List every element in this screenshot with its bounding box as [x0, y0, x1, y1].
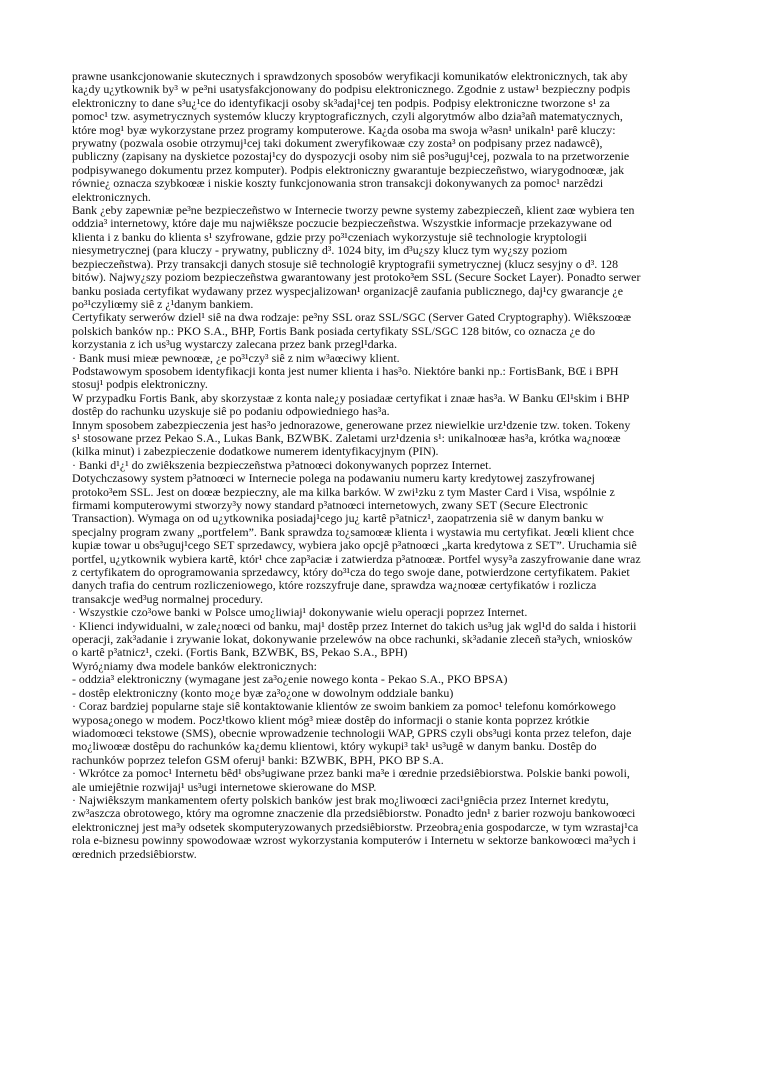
- bullet-individual-clients: · Klienci indywidualni, w zale¿noœci od banku, maj¹ dostêp przez Internet do takich us³ug jak wgl¹d do salda i historii operacji, zak³adanie i zrywanie lokat, dokonywanie przelewów na obce rachunki, sk³adanie zleceñ sta³ych, wniosków o kartê p³atnicz¹, czeki. (Fortis Bank, BZWBK, BS, Pekao S.A., BPH): [72, 618, 637, 660]
- bullet-mobile-banking: · Coraz bardziej popularne staje siê kontaktowanie klientów ze swoim bankiem za pomoc¹ telefonu komórkowego wyposa¿onego w modem. Pocz¹tkowo klient móg³ mieæ dostêp do informacji o stanie konta poprzez krótkie wiadomoœci tekstowe (SMS), obecnie wprowadzenie technologii WAP, GPRS czyli obs³ugi konta przez telefon, daje mo¿liwoœæ dostêpu do rachunków ka¿demu klientowi, który wykupi³ tak¹ us³ugê w danym banku. Dostêp do rachunków poprzez telefon GSM oferuj¹ banki: BZWBK, BPH, PKO BP S.A.: [72, 699, 632, 767]
- paragraph-server-certificates: Certyfikaty serwerów dziel¹ siê na dwa rodzaje: pe³ny SSL oraz SSL/SGC (Server Gated Cryptography). Wiêkszoœæ polskich banków np.: PKO S.A., BHP, Fortis Bank posiada certyfikaty SSL/SGC 128 bitów, co oznacza ¿e do korzystania z ich us³ug wystarczy zalecana przez bank przegl¹darka.: [72, 310, 632, 352]
- bullet-leading-banks: · Wszystkie czo³owe banki w Polsce umo¿liwiaj¹ dokonywanie wielu operacji poprzez Internet.: [72, 605, 528, 620]
- paragraph-digital-signature: prawne usankcjonowanie skutecznych i sprawdzonych sposobów weryfikacji komunikatów elektronicznych, tak aby ka¿dy u¿ytkownik by³ w pe³ni usatysfakcjonowany do podpisu elektronicznego. Zgodnie z ustaw¹ bezpieczny podpis elektroniczny to dane s³u¿¹ce do identyfikacji osoby sk³adaj¹cej ten podpis. Podpisy elektroniczne tworzone s¹ za pomoc¹ tzw. asymetrycznych systemów kluczy kryptograficznych, czyli algorytmów albo dzia³añ matematycznych, które mog¹ byæ wykorzystane przez programy komputerowe. Ka¿da osoba ma swoja w³asn¹ unikaln¹ parê kluczy: prywatny (pozwala osobie otrzymuj¹cej taki dokument zweryfikowaæ czy zosta³ on podpisany przez nadawcê), publiczny (zapisany na dyskietce pozostaj¹cy do dyspozycji osoby nim siê pos³uguj¹cej, pozwala to na przetworzenie podpisywanego dokumentu przez komputer). Podpis elektroniczny gwarantuje bezpieczeñstwo, wiarygodnoœæ, jak równie¿ oznacza szybkoœæ i niskie koszty funkcjonowania stron transakcji dokonywanych za pomoc¹ narzêdzi elektronicznych.: [72, 69, 631, 204]
- paragraph-bank-models-intro: Wyró¿niamy dwa modele banków elektronicznych:: [72, 658, 317, 673]
- document-page: [72, 70, 692, 861]
- bullet-credit-shortcomings: · Najwiêkszym mankamentem oferty polskich banków jest brak mo¿liwoœci zaci¹gniêcia przez Internet kredytu, zw³aszcza obrotowego, który ma ogromne znaczenie dla przedsiêbiorstw. Ponadto jedn¹ z barier rozwoju bankowoœci elektronicznej jest ma³y odsetek skomputeryzowanych przedsiêbiorstw. Przeobra¿enia gospodarcze, w tym wzrastaj¹ca rola e-biznesu powinny spowodowaæ wzrost wykorzystania komputerów i Internetu w sektorze bankowoœci ma³ych i œrednich przedsiêbiorstw.: [72, 792, 639, 861]
- bullet-client-verification: · Bank musi mieæ pewnoœæ, ¿e po³¹czy³ siê z nim w³aœciwy klient.: [72, 350, 400, 365]
- paragraph-fortis-bank: W przypadku Fortis Bank, aby skorzystaæ z konta nale¿y posiadaæ certyfikat i znaæ has³a. W Banku Œl¹skim i BHP dostêp do rachunku uzyskuje siê po podaniu odpowiedniego has³a.: [72, 390, 630, 419]
- list-item-electronic-access: - dostêp elektroniczny (konto mo¿e byæ za³o¿one w dowolnym oddziale banku): [72, 685, 454, 700]
- paragraph-set-standard: Dotychczasowy system p³atnoœci w Internecie polega na podawaniu numeru karty kredytowej zaszyfrowanej protoko³em SSL. Jest on doœæ bezpieczny, ale ma kilka barków. W zwi¹zku z tym Master Card i Visa, wspólnie z firmami komputerowymi stworzy³y nowy standard p³atnoœci internetowych, zwany SET (Secure Electronic Transaction). Wymaga on od u¿ytkownika posiadaj¹cego ju¿ kartê p³atnicz¹, zaopatrzenia siê w danym banku w specjalny program zwany „portfelem”. Bank sprawdza to¿samoœæ klienta i wystawia mu certyfikat. Jeœli klient chce kupiæ towar u obs³uguj¹cego SET sprzedawcy, wybiera jako opcjê p³atnoœci „karta kredytowa z SET”. Uruchamia siê portfel, u¿ytkownik wybiera kartê, któr¹ chce zap³aciæ i zatwierdza p³atnoœæ. Portfel wysy³a zaszyfrowanie dane wraz z certyfikatem do oprogramowania sprzedawcy, który do³¹cza do tego swoje dane, potwierdzone certyfikatem. Pakiet danych trafia do centrum rozliczeniowego, które rozszyfruje dane, sprawdza wa¿noœæ certyfikatów i rozlicza transakcje wed³ug normalnej procedury.: [72, 471, 641, 606]
- paragraph-account-identification: Podstawowym sposobem identyfikacji konta jest numer klienta i has³o. Niektóre banki np.: FortisBank, BŒ i BPH stosuj¹ podpis elektroniczny.: [72, 363, 619, 392]
- list-item-electronic-branch: - oddzia³ elektroniczny (wymagane jest za³o¿enie nowego konta - Pekao S.A., PKO BPSA): [72, 672, 508, 687]
- bullet-payment-security: · Banki d¹¿¹ do zwiêkszenia bezpieczeñstwa p³atnoœci dokonywanych poprzez Internet.: [72, 457, 492, 472]
- paragraph-bank-security-systems: Bank ¿eby zapewniæ pe³ne bezpieczeñstwo w Internecie tworzy pewne systemy zabezpieczeñ, klient zaœ wybiera ten oddzia³ internetowy, które daje mu najwiêksze poczucie bezpieczeñstwa. Wszystkie informacje przekazywane od klienta i z banku do klienta s¹ szyfrowane, gdzie przy po³¹czeniach wykorzystuje siê technologie kryptologii niesymetrycznej (para kluczy - prywatny, publiczny d³. 1024 bity, im d³u¿szy klucz tym wy¿szy poziom bezpieczeñstwa). Przy transakcji danych stosuje siê technologiê kryptografii symetrycznej (klucz sesyjny o d³. 128 bitów). Najwy¿szy poziom bezpieczeñstwa gwarantowany jest protoko³em SSL (Secure Socket Layer). Ponadto serwer banku posiada certyfikat wydawany przez wyspecjalizowan¹ organizacjê zaufania publicznego, daj¹cy gwarancje ¿e po³¹czyliœmy siê z ¿¹danym bankiem.: [72, 203, 641, 311]
- bullet-sme-services: · Wkrótce za pomoc¹ Internetu bêd¹ obs³ugiwane przez banki ma³e i œrednie przedsiêbiorstwa. Polskie banki powoli, ale umiejêtnie rozwijaj¹ us³ugi internetowe skierowane do MSP.: [72, 766, 630, 794]
- paragraph-one-time-password: Innym sposobem zabezpieczenia jest has³o jednorazowe, generowane przez niewielkie urz¹dzenie tzw. token. Tokeny s¹ stosowane przez Pekao S.A., Lukas Bank, BZWBK. Zaletami urz¹dzenia s¹: unikalnoœæ has³a, krótka wa¿noœæ (kilka minut) i zabezpieczenie dodatkowe numerem identyfikacyjnym (PIN).: [72, 417, 631, 459]
